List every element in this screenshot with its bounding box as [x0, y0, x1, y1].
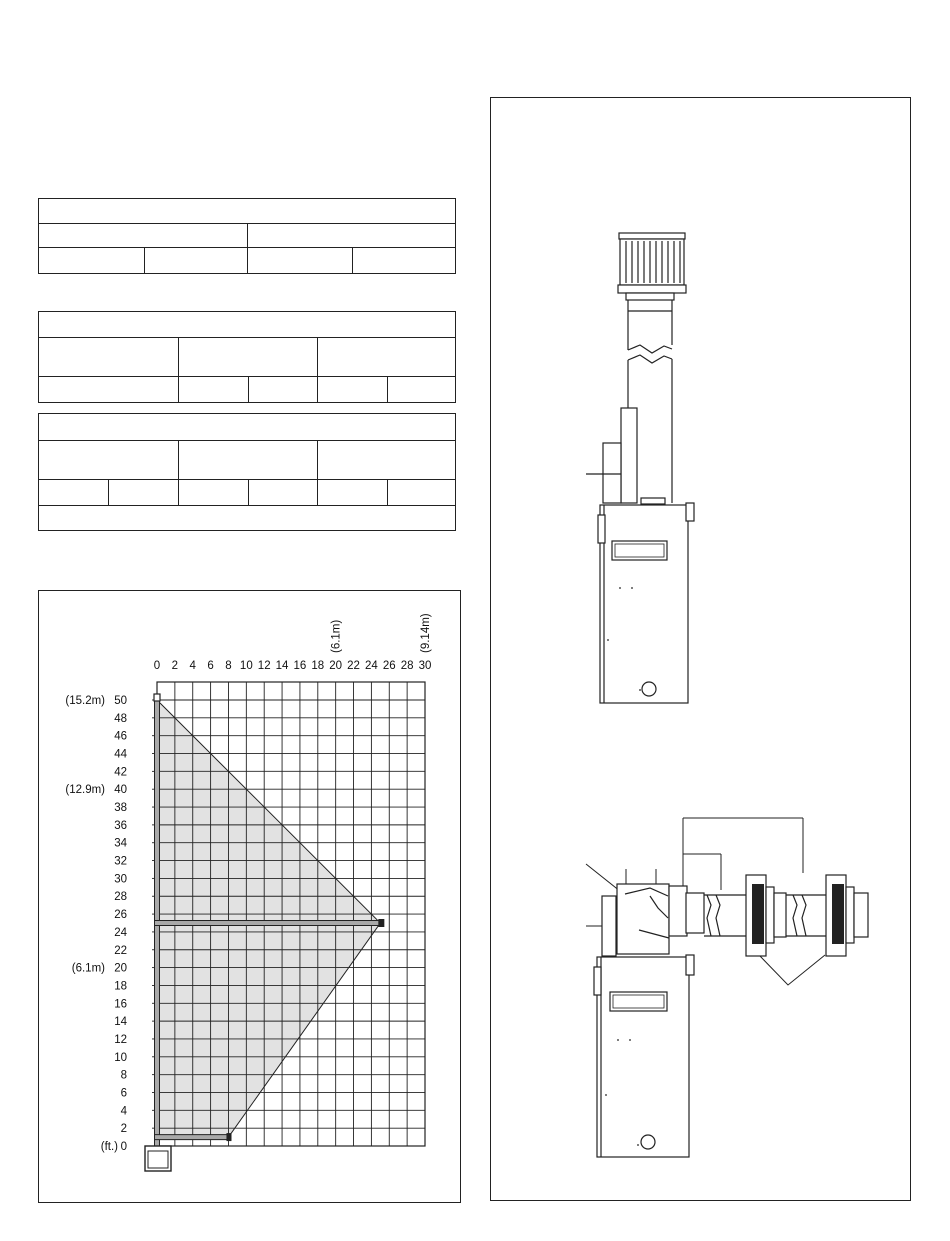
table-3 — [38, 413, 456, 531]
y-tick-label: 12 — [114, 1033, 127, 1046]
y-tick-label: 28 — [114, 891, 127, 904]
y-tick-label: 38 — [114, 802, 127, 815]
y-tick-label: 36 — [114, 819, 127, 832]
y-tick-label: 50 — [114, 695, 127, 707]
x-tick-label: 10 — [239, 660, 253, 672]
x-tick-label: 2 — [171, 660, 179, 672]
y-tick-label: 30 — [114, 873, 127, 886]
y-metric-label: (12.9m) — [65, 784, 105, 797]
y-tick-label: 42 — [114, 766, 127, 779]
y-tick-label: 16 — [114, 998, 127, 1011]
x-tick-label: 0 — [153, 660, 161, 672]
x-tick-label: 14 — [275, 660, 289, 672]
x-tick-label: 6 — [207, 660, 214, 672]
x-tick-label: 12 — [257, 660, 271, 672]
y-tick-label: 48 — [114, 712, 127, 725]
chart-frame — [38, 590, 461, 1203]
table-1 — [38, 198, 456, 274]
x-metric-label: (6.1m) — [330, 619, 343, 653]
x-tick-label: 18 — [311, 660, 325, 672]
y-tick-label: 18 — [114, 980, 127, 993]
y-tick-label: 8 — [120, 1069, 127, 1082]
x-tick-label: 16 — [293, 660, 307, 672]
y-metric-label: (15.2m) — [65, 695, 105, 707]
y-tick-label: 32 — [114, 855, 127, 868]
y-tick-label: 20 — [114, 962, 127, 975]
y-tick-label: 6 — [120, 1087, 127, 1100]
table-2 — [38, 311, 456, 403]
x-tick-label: 30 — [418, 660, 432, 672]
x-tick-label: 24 — [365, 660, 378, 672]
y-tick-label: 14 — [114, 1016, 127, 1029]
y-unit-label: (ft.) — [100, 1141, 118, 1153]
y-metric-label: (6.1m) — [71, 962, 105, 975]
diagram-frame — [490, 97, 911, 1201]
y-tick-label: 40 — [114, 784, 127, 797]
x-tick-label: 28 — [400, 660, 414, 672]
y-tick-label: 22 — [114, 944, 127, 957]
x-tick-label: 20 — [329, 660, 343, 672]
y-tick-label: 34 — [114, 837, 127, 850]
y-tick-label: 4 — [120, 1105, 127, 1118]
y-tick-label: 2 — [120, 1123, 127, 1136]
y-tick-label: 46 — [114, 730, 127, 743]
y-tick-label: 0 — [120, 1141, 127, 1153]
x-tick-label: 8 — [225, 660, 232, 672]
y-tick-label: 10 — [114, 1051, 127, 1064]
x-metric-label: (9.14m) — [420, 613, 432, 653]
y-tick-label: 26 — [114, 909, 127, 922]
x-tick-label: 22 — [347, 660, 360, 672]
x-tick-label: 4 — [189, 660, 196, 672]
y-tick-label: 24 — [114, 926, 127, 939]
x-tick-label: 26 — [382, 660, 396, 672]
y-tick-label: 44 — [114, 748, 127, 761]
